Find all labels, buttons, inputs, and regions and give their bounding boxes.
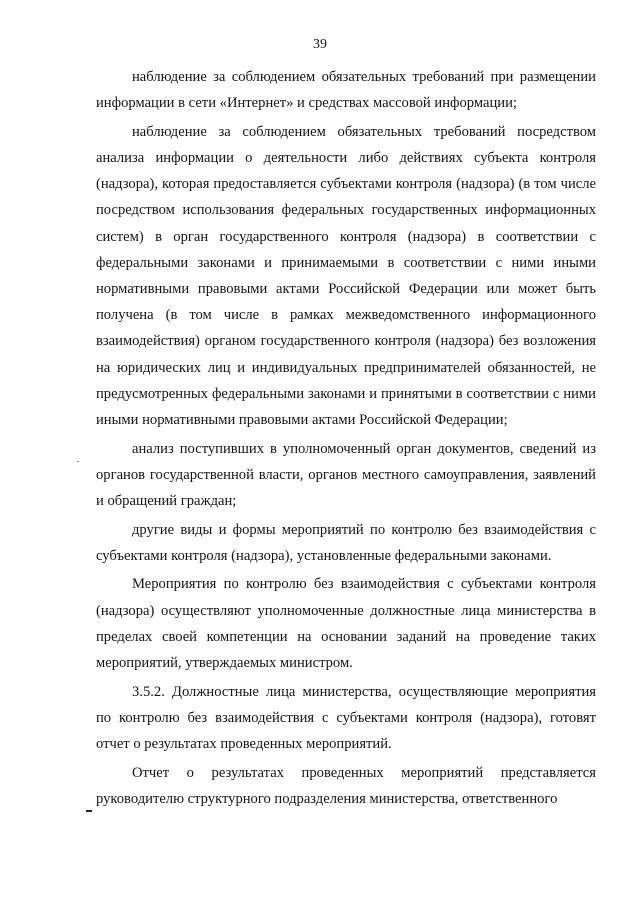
paragraph-analysis-documents: анализ поступивших в уполномоченный орган документов, сведений из органов государственной власти, органов местного самоуправления, заявлений и обращений граждан; <box>96 440 596 510</box>
paragraph-other-forms: другие виды и формы мероприятий по контролю без взаимодействия с субъектами контроля (надзора), установленные федеральными законами. <box>96 521 596 564</box>
page-number: 39 <box>313 37 327 52</box>
paragraph-section-3-5-2: 3.5.2. Должностные лица министерства, осуществляющие мероприятия по контролю без взаимодействия с субъектами контроля (надзора), готовят отчет о результатах проведенных мероприятий. <box>96 683 596 753</box>
paragraph-officials-conduct: Мероприятия по контролю без взаимодействия с субъектами контроля (надзора) осуществляют уполномоченные должностные лица министерства в пределах своей компетенции на основании заданий на проведение таких мероприятий, утверждаемых министром. <box>96 576 596 672</box>
paragraph-observation-internet: наблюдение за соблюдением обязательных требований при размещении информации в сети «Интернет» и средствах массовой информации; <box>96 69 596 112</box>
scan-speck <box>77 461 79 462</box>
paragraph-report-submission: Отчет о результатах проведенных мероприятий представляется руководителю структурного подразделения министерства, ответственного <box>96 764 596 807</box>
paragraph-observation-analysis: наблюдение за соблюдением обязательных требований посредством анализа информации о деятельности либо действиях субъекта контроля (надзора), которая предоставляется субъектами контроля (надзора) (в том числе посредством использования федеральных государственных информационных систем) в орган государственного контроля (надзора) в соответствии с федеральными законами и принимаемыми в соответствии с ними иными нормативными правовыми актами Российской Федерации или может быть получена (в том числе в рамках межведомственного информационного взаимодействия) органом государственного контроля (надзора) без возложения на юридических лиц и индивидуальных предпринимателей обязанностей, не предусмотренных федеральными законами и принятыми в соответствии с ними иными нормативными правовыми актами Российской Федерации; <box>96 123 596 429</box>
margin-dash-mark <box>86 810 92 812</box>
document-body <box>96 64 596 814</box>
